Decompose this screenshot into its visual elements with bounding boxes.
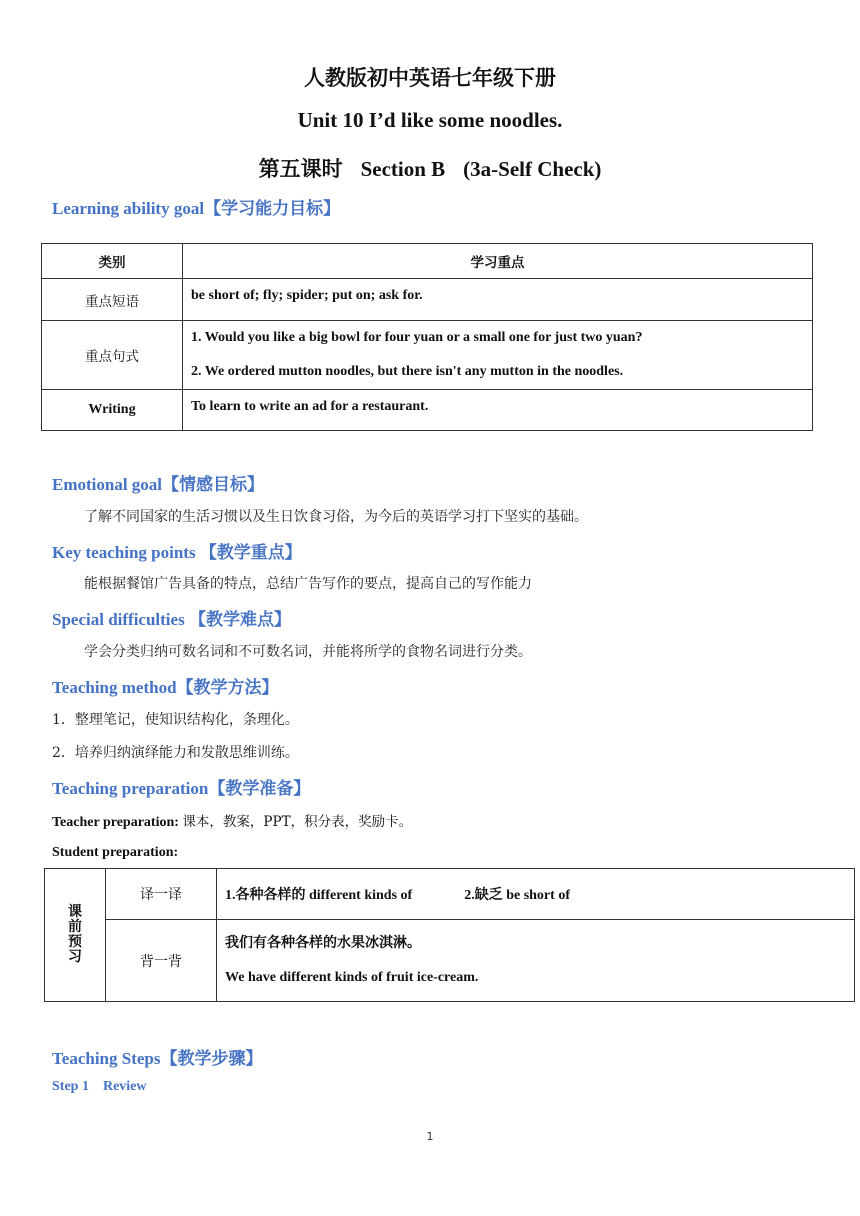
row-content bbox=[183, 321, 813, 390]
difficulties-text: 学会分类归纳可数名词和不可数名词，并能将所学的食物名词进行分类。 bbox=[84, 644, 532, 660]
emotional-goal-text: 了解不同国家的生活习惯以及生日饮食习俗，为今后的英语学习打下坚实的基础。 bbox=[84, 509, 588, 525]
step-1-heading: Step 1 Review bbox=[52, 1079, 147, 1094]
sentence-2: 2. We ordered mutton noodles, but there isn't any mutton in the noodles. bbox=[191, 364, 624, 379]
row-category: 重点短语 bbox=[42, 279, 183, 321]
method-item-2: 2．培养归纳演绎能力和发散思维训练。 bbox=[52, 745, 299, 761]
table-row bbox=[45, 920, 855, 1002]
table-row bbox=[42, 279, 813, 321]
method-heading: Teaching method【教学方法】 bbox=[52, 678, 279, 697]
lesson-title bbox=[0, 153, 860, 183]
book-title: 人教版初中英语七年级下册 bbox=[304, 66, 556, 90]
row-content-recite: 我们有各种各样的水果冰淇淋。 We have different kinds of fruit ice-cream. bbox=[217, 920, 855, 1002]
student-preparation-table bbox=[44, 868, 855, 1002]
key-points-heading: Key teaching points 【教学重点】 bbox=[52, 543, 302, 562]
table-header-row bbox=[42, 244, 813, 279]
teacher-preparation-label: Teacher preparation: bbox=[52, 815, 179, 830]
student-preparation-label: Student preparation: bbox=[52, 845, 179, 860]
col-header-focus: 学习重点 bbox=[183, 244, 813, 279]
row-label-recite: 背一背 bbox=[106, 920, 217, 1002]
page-number: 1 bbox=[426, 1130, 434, 1143]
table-row bbox=[42, 321, 813, 390]
lesson-period: 第五课时 bbox=[258, 157, 343, 181]
row-content: To learn to write an ad for a restaurant. bbox=[183, 390, 813, 431]
row-category: 重点句式 bbox=[42, 321, 183, 390]
lesson-range: (3a-Self Check) bbox=[463, 157, 602, 181]
row-label-translate: 译一译 bbox=[106, 869, 217, 920]
preparation-heading: Teaching preparation【教学准备】 bbox=[52, 779, 311, 798]
steps-heading: Teaching Steps【教学步骤】 bbox=[52, 1049, 263, 1068]
learning-goal-table bbox=[41, 243, 813, 431]
table-row bbox=[45, 869, 855, 920]
row-content-translate: 1.各种各样的 different kinds of 2.缺乏 be short of bbox=[217, 869, 855, 920]
learning-goal-heading: Learning ability goal【学习能力目标】 bbox=[52, 199, 341, 218]
key-points-text: 能根据餐馆广告具备的特点，总结广告写作的要点，提高自己的写作能力 bbox=[84, 576, 532, 592]
teacher-preparation bbox=[52, 810, 412, 831]
row-category: Writing bbox=[42, 390, 183, 431]
unit-title: Unit 10 I’d like some noodles. bbox=[297, 108, 563, 132]
table-row bbox=[42, 390, 813, 431]
col-header-category: 类别 bbox=[42, 244, 183, 279]
preview-side-label: 课 前 预 习 bbox=[45, 869, 106, 1002]
method-item-1: 1．整理笔记，使知识结构化，条理化。 bbox=[52, 712, 299, 728]
emotional-goal-heading: Emotional goal【情感目标】 bbox=[52, 475, 265, 494]
sentence-1: 1. Would you like a big bowl for four yuan or a small one for just two yuan? bbox=[191, 330, 643, 345]
row-content: be short of; fly; spider; put on; ask for. bbox=[183, 279, 813, 321]
teacher-preparation-text: 课本，教案，PPT，积分表，奖励卡。 bbox=[182, 814, 413, 830]
difficulties-heading: Special difficulties 【教学难点】 bbox=[52, 610, 291, 629]
lesson-section: Section B bbox=[360, 157, 446, 181]
